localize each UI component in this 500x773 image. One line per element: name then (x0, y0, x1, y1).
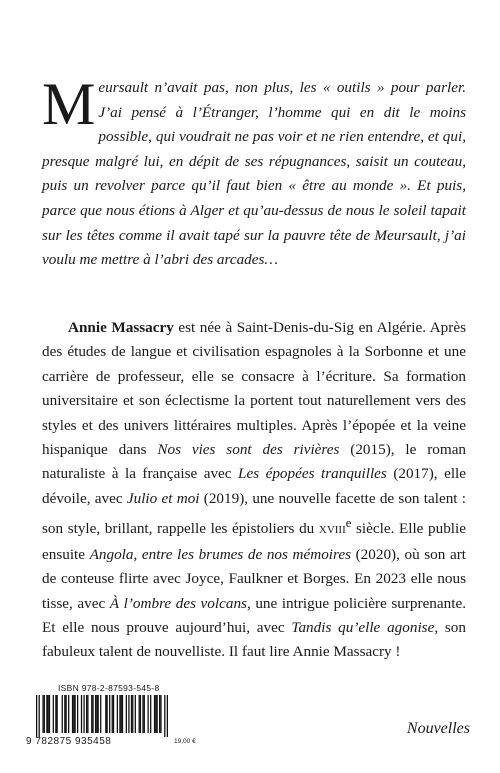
barcode-bar (128, 695, 129, 733)
barcode-bar (65, 695, 66, 733)
barcode-bar (105, 695, 106, 733)
barcode-bar (39, 695, 40, 737)
bio-text-8: , son fabuleux talent de nouvelliste. Il faut lire Annie Massacry ! (42, 618, 466, 661)
barcode-bar (160, 695, 161, 733)
barcode-bar (155, 695, 156, 733)
barcode-bar (81, 695, 82, 733)
barcode-bar (150, 695, 151, 733)
barcode-bar (144, 695, 145, 733)
barcode-bar (46, 695, 47, 733)
book-title-2: Les épopées tranquilles (238, 465, 387, 483)
barcode-bar (119, 695, 120, 733)
barcode-bar (117, 695, 118, 733)
book-title-5: À l’ombre des volcans (109, 594, 247, 612)
isbn-barcode-block (26, 683, 201, 763)
barcode-bar (148, 695, 149, 733)
bio-text-7: , une intrigue policière surprenante. Et elle nous prouve aujourd’hui, avec (42, 594, 466, 636)
bio-text-3: (2017), elle dévoile, avec (42, 465, 467, 507)
bio-text-5: siècle. Elle publie ensuite (42, 520, 466, 563)
barcode-digits: 9 782875 935458 (26, 736, 112, 747)
barcode-bar (62, 695, 63, 733)
barcode-bar (100, 695, 101, 733)
barcode-bar (156, 695, 157, 733)
barcode-bar (68, 695, 69, 733)
barcode-bar (42, 695, 43, 733)
back-cover-blurb (42, 71, 466, 273)
barcode-bar (109, 695, 110, 733)
isbn-label: ISBN 978-2-87593-545-8 (58, 683, 160, 693)
barcode-icon (36, 695, 168, 737)
barcode-bar (164, 695, 165, 737)
century-superscript: e (345, 516, 352, 531)
barcode-bar (167, 695, 168, 737)
drop-cap: M (42, 71, 96, 137)
barcode-bar (73, 695, 74, 733)
barcode-bar (96, 695, 97, 733)
barcode-bar (49, 695, 50, 733)
barcode-bar (121, 695, 122, 733)
barcode-bar (126, 695, 127, 733)
book-title-1: Nos vies sont des rivières (157, 441, 340, 459)
author-name: Annie Massacry (68, 319, 174, 336)
barcode-bar (36, 695, 37, 737)
barcode-bar (132, 695, 133, 733)
barcode-bar (139, 695, 140, 733)
barcode-bar (91, 695, 92, 733)
barcode-bar (131, 695, 132, 733)
barcode-bar (140, 695, 141, 733)
barcode-bar (86, 695, 87, 733)
bio-text-1: est née à Saint-Denis-du-Sig en Algérie. Après des études de langue et civilisation espagnoles à la Sorbonne et une carrière de professeur, elle se consacre à l’écriture. Sa formation universitaire et son éclectisme la portent tout naturellement vers des styles et des univers littéraires multiples. Après l’épopée et la veine hispanique dans (42, 319, 466, 459)
barcode-bar (44, 695, 45, 733)
genre-label: Nouvelles (406, 720, 470, 737)
bio-text-4: (2019), une nouvelle facette de son talent : son style, brillant, rappelle les épistoliers du (42, 489, 467, 538)
barcode-bar (72, 695, 73, 733)
barcode-bar (53, 695, 54, 733)
barcode-bar (74, 695, 75, 733)
barcode-bar (64, 695, 65, 733)
barcode-bar (159, 695, 160, 733)
barcode-bar (55, 695, 56, 733)
barcode-bar (83, 695, 84, 733)
barcode-bar (92, 695, 93, 733)
price-label: 19,00 € (174, 738, 196, 745)
barcode-bar (112, 695, 113, 733)
barcode-bar (106, 695, 107, 733)
barcode-bar (154, 695, 155, 733)
blurb-text: eursault n’avait pas, non plus, les « outils » pour parler. J’ai pensé à l’Étranger, l’homme qui en dit le moins possible, qui voudrait ne pas voir et ne rien entendre, et qui, presque malgré lui, en dépit de ses répugnances, saisit un couteau, puis un revolver parce qu’il faut bien « être au monde ». Et puis, parce que nous étions à Alger et qu’au-dessus de nous le soleil tapait sur les têtes comme il avait tapé sur la pauvre tête de Meursault, j’ai voulu me mettre à l’abri des arcades… (42, 79, 466, 269)
barcode-bar (142, 695, 143, 733)
barcode-bar (87, 695, 88, 733)
barcode-bar (48, 695, 49, 733)
bio-text-2: (2015), le roman naturaliste à la française avec (42, 441, 467, 483)
book-title-4: Angola, entre les brumes de nos mémoires (89, 545, 352, 563)
barcode-bar (113, 695, 114, 733)
book-title-6: Tandis qu’elle agonise (291, 618, 435, 636)
barcode-bar (95, 695, 96, 733)
century-numeral: XVIII (318, 524, 346, 537)
barcode-bar (77, 695, 78, 733)
book-title-3: Julio et moi (126, 489, 200, 507)
author-bio (42, 316, 466, 665)
barcode-bar (122, 695, 123, 733)
bio-text-6: (2020), où son art de conteuse flirte avec Joyce, Faulkner et Borges. En 2023 elle nous tisse, avec (42, 545, 466, 612)
barcode-bar (98, 695, 99, 733)
barcode-bar (57, 695, 58, 733)
barcode-bar (135, 695, 136, 733)
